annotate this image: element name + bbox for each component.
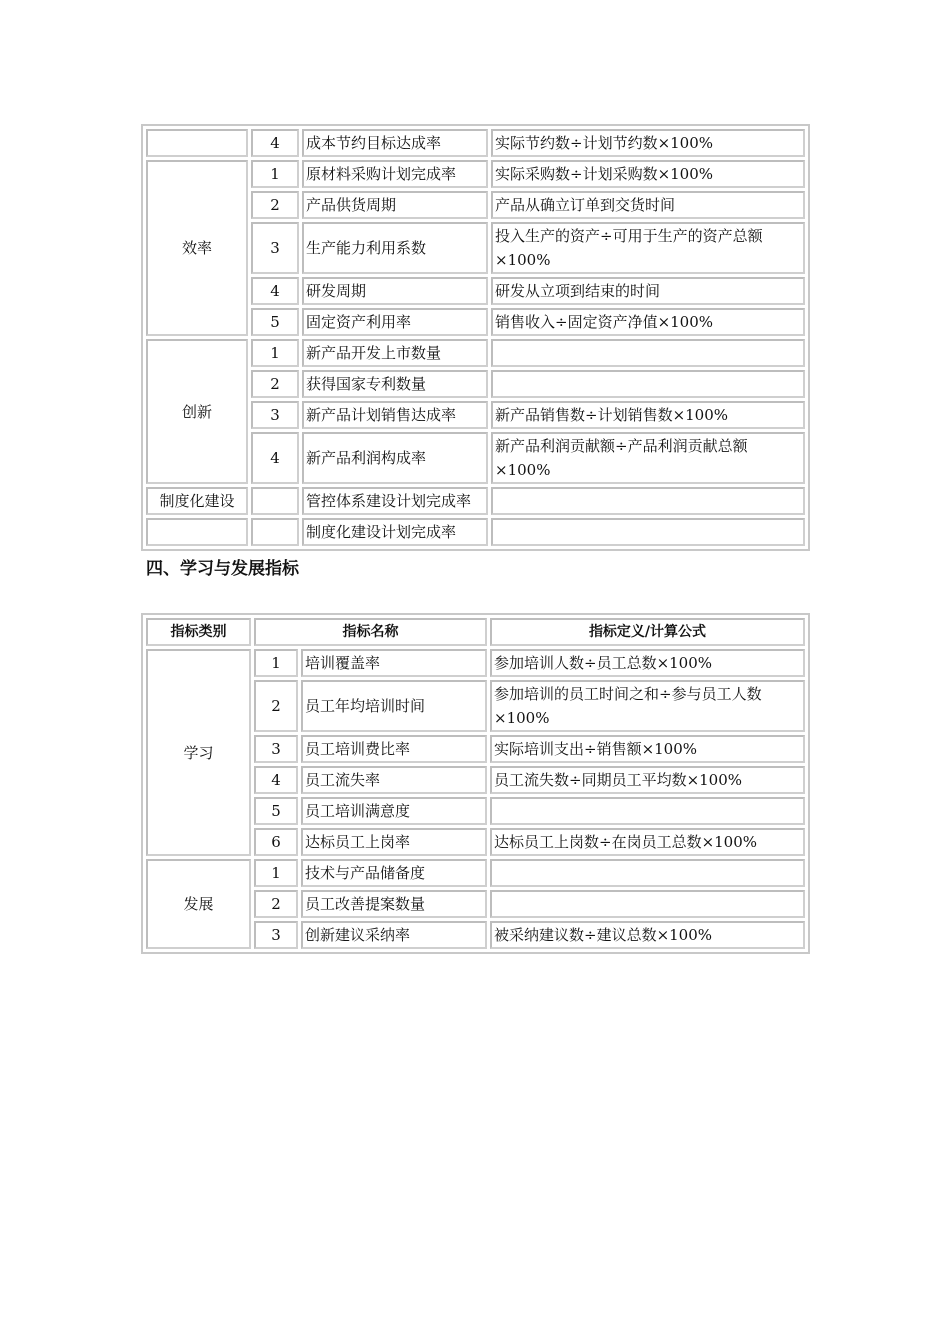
- indicator-name: 新产品计划销售达成率: [302, 401, 488, 429]
- row-number: [251, 518, 299, 546]
- indicator-name: 产品供货周期: [302, 191, 488, 219]
- indicator-definition: 新产品销售数÷计划销售数×100%: [491, 401, 805, 429]
- indicator-definition: 实际培训支出÷销售额×100%: [490, 735, 805, 763]
- indicator-name: 员工流失率: [301, 766, 487, 794]
- indicator-name: 获得国家专利数量: [302, 370, 488, 398]
- indicator-definition: 员工流失数÷同期员工平均数×100%: [490, 766, 805, 794]
- indicator-definition: [491, 370, 805, 398]
- row-number: 1: [251, 160, 299, 188]
- row-number: 2: [251, 191, 299, 219]
- row-number: 2: [251, 370, 299, 398]
- header-category: 指标类别: [146, 618, 251, 646]
- indicator-name: 制度化建设计划完成率: [302, 518, 488, 546]
- row-number: 3: [254, 921, 298, 949]
- category-efficiency: 效率: [146, 160, 248, 336]
- category-development: 发展: [146, 859, 251, 949]
- indicator-name: 新产品开发上市数量: [302, 339, 488, 367]
- indicator-definition: 参加培训的员工时间之和÷参与员工人数×100%: [490, 680, 805, 732]
- indicator-definition: 实际采购数÷计划采购数×100%: [491, 160, 805, 188]
- indicator-definition: 产品从确立订单到交货时间: [491, 191, 805, 219]
- indicator-name: 固定资产利用率: [302, 308, 488, 336]
- row-number: 2: [254, 890, 298, 918]
- table-row: [146, 649, 805, 677]
- category-institution: 制度化建设: [146, 487, 248, 515]
- row-number: 4: [251, 432, 299, 484]
- indicator-definition: 达标员工上岗数÷在岗员工总数×100%: [490, 828, 805, 856]
- indicator-name: 员工年均培训时间: [301, 680, 487, 732]
- indicator-name: 研发周期: [302, 277, 488, 305]
- row-number: 3: [254, 735, 298, 763]
- table-row: [146, 859, 805, 887]
- row-number: [251, 487, 299, 515]
- row-number: 1: [254, 649, 298, 677]
- kpi-table-continued: [141, 124, 810, 551]
- category-learning: 学习: [146, 649, 251, 856]
- indicator-name: 员工培训费比率: [301, 735, 487, 763]
- row-number: 4: [251, 277, 299, 305]
- indicator-definition: [490, 797, 805, 825]
- indicator-definition: [491, 518, 805, 546]
- indicator-definition: 参加培训人数÷员工总数×100%: [490, 649, 805, 677]
- indicator-name: 员工培训满意度: [301, 797, 487, 825]
- row-number: 6: [254, 828, 298, 856]
- indicator-definition: [490, 890, 805, 918]
- category-innovation: 创新: [146, 339, 248, 484]
- indicator-definition: [491, 339, 805, 367]
- indicator-definition: [491, 487, 805, 515]
- row-number: 1: [254, 859, 298, 887]
- indicator-definition: 被采纳建议数÷建议总数×100%: [490, 921, 805, 949]
- indicator-name: 技术与产品储备度: [301, 859, 487, 887]
- table-row: [146, 339, 805, 367]
- category-cell-empty: [146, 518, 248, 546]
- indicator-name: 原材料采购计划完成率: [302, 160, 488, 188]
- indicator-name: 生产能力利用系数: [302, 222, 488, 274]
- indicator-name: 员工改善提案数量: [301, 890, 487, 918]
- indicator-name: 培训覆盖率: [301, 649, 487, 677]
- table-row: [146, 487, 805, 515]
- header-indicator-name: 指标名称: [254, 618, 487, 646]
- section-title: 四、学习与发展指标: [146, 559, 299, 579]
- table-header-row: [146, 618, 805, 646]
- indicator-definition: [490, 859, 805, 887]
- row-number: 5: [251, 308, 299, 336]
- indicator-name: 创新建议采纳率: [301, 921, 487, 949]
- indicator-definition: 销售收入÷固定资产净值×100%: [491, 308, 805, 336]
- indicator-definition: 研发从立项到结束的时间: [491, 277, 805, 305]
- row-number: 4: [251, 129, 299, 157]
- indicator-definition: 投入生产的资产÷可用于生产的资产总额×100%: [491, 222, 805, 274]
- table-row: [146, 129, 805, 157]
- row-number: 3: [251, 401, 299, 429]
- category-cell-empty: [146, 129, 248, 157]
- row-number: 2: [254, 680, 298, 732]
- indicator-name: 成本节约目标达成率: [302, 129, 488, 157]
- header-definition: 指标定义/计算公式: [490, 618, 805, 646]
- row-number: 5: [254, 797, 298, 825]
- indicator-definition: 新产品利润贡献额÷产品利润贡献总额×100%: [491, 432, 805, 484]
- row-number: 1: [251, 339, 299, 367]
- indicator-name: 管控体系建设计划完成率: [302, 487, 488, 515]
- row-number: 3: [251, 222, 299, 274]
- indicator-name: 新产品利润构成率: [302, 432, 488, 484]
- indicator-definition: 实际节约数÷计划节约数×100%: [491, 129, 805, 157]
- indicator-name: 达标员工上岗率: [301, 828, 487, 856]
- table-row: [146, 160, 805, 188]
- table-row: [146, 518, 805, 546]
- learning-development-table: [141, 613, 810, 954]
- row-number: 4: [254, 766, 298, 794]
